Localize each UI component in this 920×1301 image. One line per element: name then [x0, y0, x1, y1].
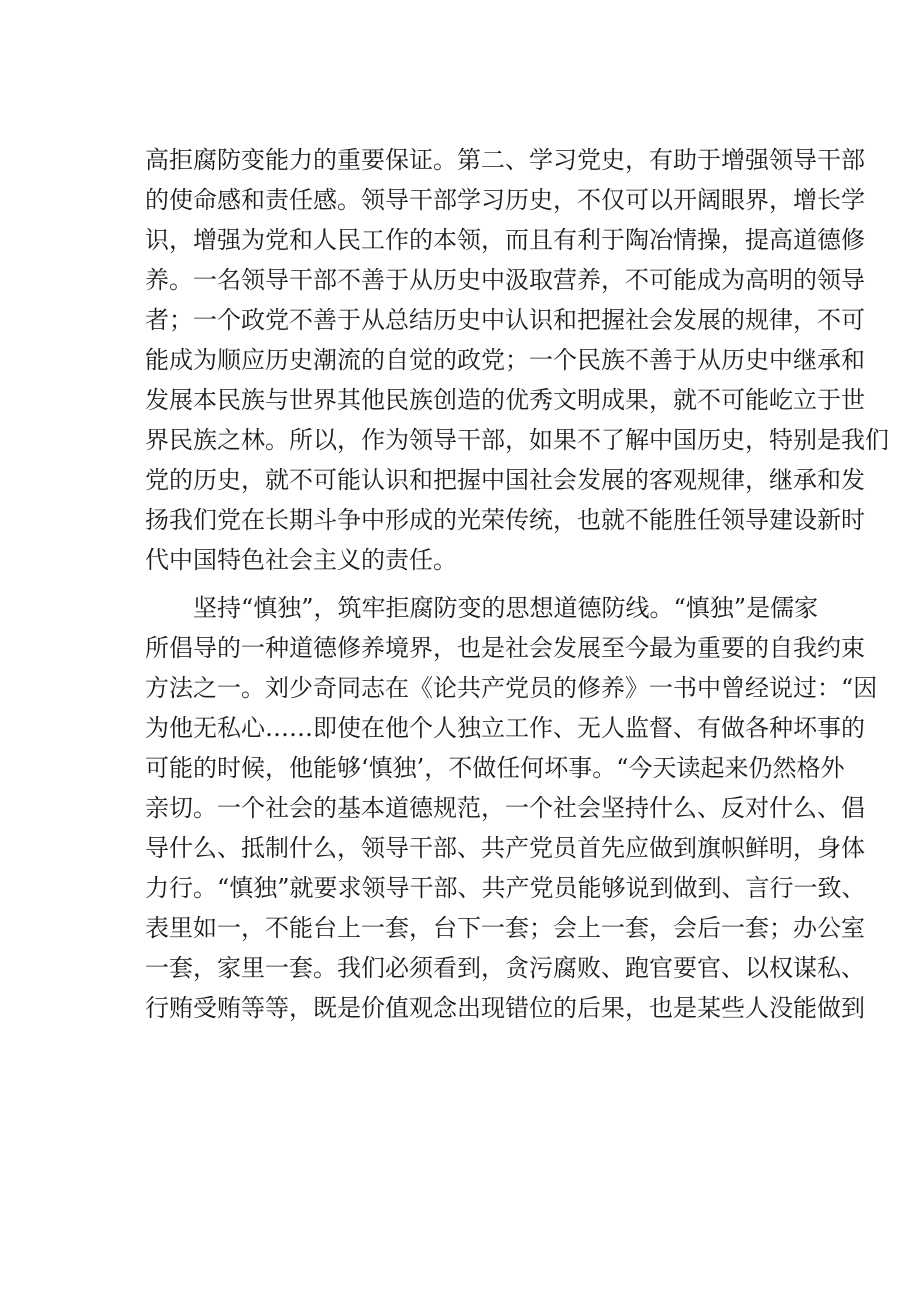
text-line: 为他无私心……即使在他个人独立工作、无人监督、有做各种坏事的	[145, 714, 865, 742]
text-line: 代中国特色社会主义的责任。	[145, 546, 457, 574]
text-line: 导什么、抵制什么，领导干部、共产党员首先应做到旗帜鲜明，身体	[145, 834, 865, 862]
text-line: 界民族之林。所以，作为领导干部，如果不了解中国历史，特别是我们	[145, 426, 889, 454]
text-line: 一套，家里一套。我们必须看到，贪污腐败、跑官要官、以权谋私、	[145, 954, 865, 982]
text-line: 高拒腐防变能力的重要保证。第二、学习党史，有助于增强领导干部	[145, 146, 865, 174]
text-line: 党的历史，就不可能认识和把握中国社会发展的客观规律，继承和发	[145, 466, 865, 494]
text-line: 能成为顺应历史潮流的自觉的政党；一个民族不善于从历史中继承和	[145, 346, 865, 374]
text-line: 的使命感和责任感。领导干部学习历史，不仅可以开阔眼界，增长学	[145, 186, 865, 214]
text-line: 者；一个政党不善于从总结历史中认识和把握社会发展的规律，不可	[145, 306, 865, 334]
text-line: 所倡导的一种道德修养境界，也是社会发展至今最为重要的自我约束	[145, 634, 865, 662]
text-line: 力行。“慎独”就要求领导干部、共产党员能够说到做到、言行一致、	[145, 874, 866, 902]
text-line: 养。一名领导干部不善于从历史中汲取营养，不可能成为高明的领导	[145, 266, 865, 294]
paragraph-2	[145, 588, 878, 1028]
paragraph-1	[145, 140, 889, 580]
text-line: 发展本民族与世界其他民族创造的优秀文明成果，就不可能屹立于世	[145, 386, 865, 414]
text-line: 识，增强为党和人民工作的本领，而且有利于陶冶情操，提高道德修	[145, 226, 865, 254]
text-line: 表里如一，不能台上一套，台下一套；会上一套，会后一套；办公室	[145, 914, 865, 942]
text-line: 亲切。一个社会的基本道德规范，一个社会坚持什么、反对什么、倡	[145, 794, 865, 822]
text-line: 行贿受贿等等，既是价值观念出现错位的后果，也是某些人没能做到	[145, 994, 865, 1022]
text-line: 可能的时候，他能够‘慎独’，不做任何坏事。“今天读起来仍然格外	[145, 754, 845, 782]
body-text	[145, 140, 889, 1028]
text-line: 方法之一。刘少奇同志在《论共产党员的修养》一书中曾经说过：“因	[145, 674, 878, 702]
text-line: 坚持“慎独”，筑牢拒腐防变的思想道德防线。“慎独”是儒家	[193, 594, 819, 622]
text-line: 扬我们党在长期斗争中形成的光荣传统，也就不能胜任领导建设新时	[145, 506, 865, 534]
